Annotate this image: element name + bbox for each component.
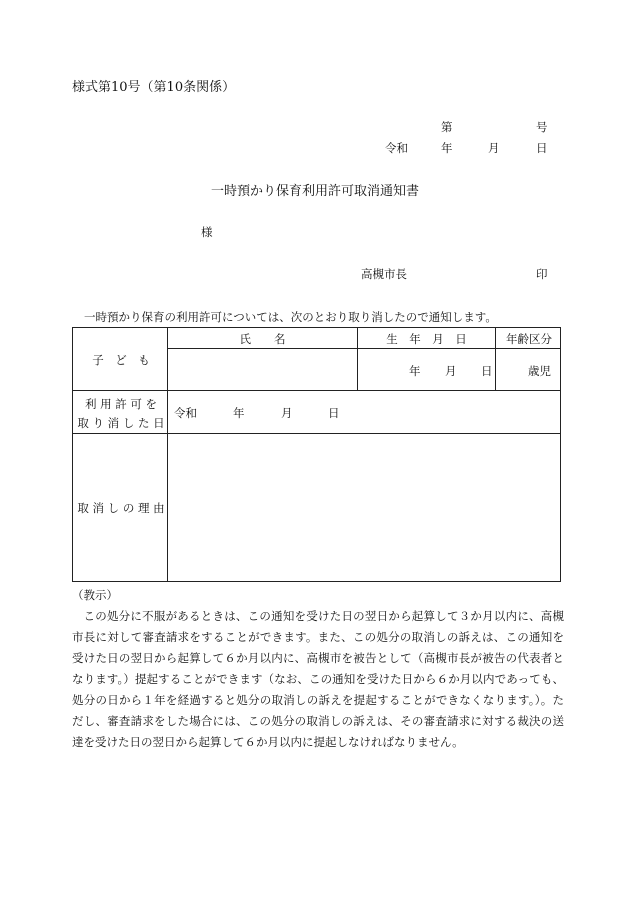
form-number: 様式第10号（第10条関係） [72, 80, 236, 95]
birth-month-unit: 月 [445, 364, 457, 378]
revoke-date-year: 年 [233, 406, 245, 420]
revoke-date-label-line2: 取 り 消 し た 日 [77, 416, 165, 430]
revoke-date-era: 令和 [174, 406, 197, 420]
name-header: 氏 名 [239, 332, 286, 346]
revoke-date-label-line1: 利 用 許 可 を [84, 397, 158, 411]
child-label: 子 ど も [92, 353, 150, 367]
age-unit: 歳児 [528, 364, 551, 378]
issue-date-year: 年 [441, 141, 453, 155]
intro-text: 一時預かり保育の利用許可については、次のとおり取り消したので通知します。 [84, 310, 497, 324]
issue-date-day: 日 [536, 141, 548, 155]
table-rule [73, 390, 560, 391]
issue-date-era: 令和 [385, 141, 408, 155]
notification-table [72, 327, 561, 582]
age-category-header: 年齢区分 [506, 332, 552, 346]
birth-day-unit: 日 [481, 364, 493, 378]
notice-section [72, 585, 564, 753]
seal-mark: 印 [536, 267, 548, 281]
doc-number-prefix: 第 [441, 120, 453, 134]
reason-label: 取 消 し の 理 由 [77, 501, 165, 515]
table-rule [167, 348, 560, 349]
issuer-name: 高槻市長 [361, 267, 407, 281]
issue-date-month: 月 [488, 141, 500, 155]
table-rule [73, 433, 560, 434]
table-rule [167, 328, 168, 581]
addressee-suffix: 様 [201, 225, 213, 239]
birthdate-header: 生 年 月 日 [386, 332, 467, 346]
birth-year-unit: 年 [409, 364, 421, 378]
revoke-date-day: 日 [328, 406, 340, 420]
doc-number-suffix: 号 [536, 120, 548, 134]
notice-body: この処分に不服があるときは、この通知を受けた日の翌日から起算して３か月以内に、高槻市長に対して審査請求をすることができます。また、この処分の取消しの訴えは、この通知を受けた日の翌日から起算して６か月以内に、高槻市を被告として（高槻市長が被告の代表者となります。）提起することができます（なお、この通知を受けた日から６か月以内であっても、処分の日から１年を経過すると処分の取消しの訴えを提起することができなくなります。）。ただし、審査請求をした場合には、この処分の取消しの訴えは、その審査請求に対する裁決の送達を受けた日の翌日から起算して６か月以内に提起しなければなりません。 [72, 609, 564, 749]
document-title: 一時預かり保育利用許可取消通知書 [210, 184, 419, 199]
notice-heading: （教示） [72, 588, 118, 602]
revoke-date-month: 月 [281, 406, 293, 420]
